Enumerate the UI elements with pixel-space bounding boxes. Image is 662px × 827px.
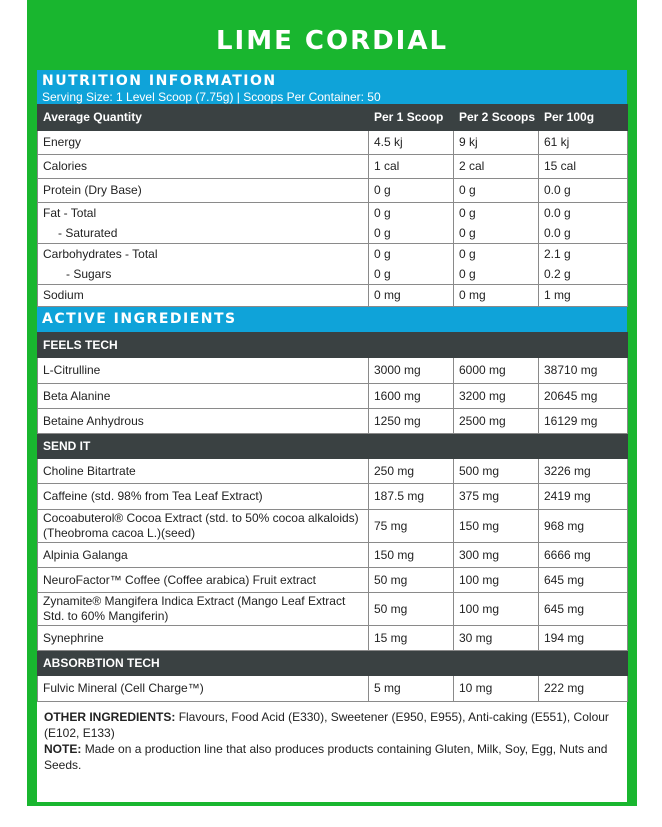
row-value-sub: 0 g (374, 226, 391, 240)
other-ingredients (44, 709, 622, 741)
row-value: 30 mg (454, 626, 539, 651)
footer-notes (37, 702, 627, 773)
serving-info: Serving Size: 1 Level Scoop (7.75g) | Scoops Per Container: 50 (42, 90, 381, 104)
table-row (38, 179, 628, 203)
row-value: 20645 mg (539, 384, 628, 409)
row-value: 300 mg (454, 543, 539, 568)
row-value: 645 mg (539, 568, 628, 593)
row-value (539, 203, 628, 244)
table-row (38, 676, 628, 702)
row-value: 50 mg (369, 593, 454, 626)
row-value: 1 mg (539, 285, 628, 307)
group-band (38, 434, 628, 459)
row-value-sub: 0.0 g (544, 226, 571, 240)
row-value: 6000 mg (454, 358, 539, 384)
table-row (38, 358, 628, 384)
table-row (38, 285, 628, 307)
row-value: 150 mg (369, 543, 454, 568)
row-value: 645 mg (539, 593, 628, 626)
row-value: 187.5 mg (369, 484, 454, 510)
row-value: 1250 mg (369, 409, 454, 434)
table-row (38, 409, 628, 434)
table-row (38, 626, 628, 651)
row-label-sub: - Saturated (58, 226, 118, 240)
row-value: 5 mg (369, 676, 454, 702)
row-value: 1 cal (369, 155, 454, 179)
row-value: 2500 mg (454, 409, 539, 434)
row-label (38, 203, 369, 244)
row-label: Cocoabuterol® Cocoa Extract (std. to 50% cocoa alkaloids) (Theobroma cacoa L.)(seed) (38, 510, 369, 543)
group-band (38, 333, 628, 358)
row-value: 1600 mg (369, 384, 454, 409)
row-value: 15 mg (369, 626, 454, 651)
row-label: Zynamite® Mangifera Indica Extract (Mango Leaf Extract Std. to 60% Mangiferin) (38, 593, 369, 626)
table-row (38, 459, 628, 484)
row-label: Energy (38, 131, 369, 155)
row-value (369, 203, 454, 244)
note-text: Made on a production line that also produces products containing Gluten, Milk, Soy, Egg, Nuts and Seeds. (44, 742, 608, 772)
row-label: Fulvic Mineral (Cell Charge™) (38, 676, 369, 702)
table-row (38, 593, 628, 626)
group-name: FEELS TECH (38, 333, 628, 358)
row-value: 0 mg (454, 285, 539, 307)
row-value-sub: 0.2 g (544, 267, 571, 281)
row-label-main: Fat - Total (43, 206, 97, 220)
row-value: 0 g (454, 179, 539, 203)
row-value (369, 244, 454, 285)
row-value: 375 mg (454, 484, 539, 510)
row-value: 100 mg (454, 593, 539, 626)
label-frame (27, 0, 637, 806)
row-label: Betaine Anhydrous (38, 409, 369, 434)
active-ingredients-table (37, 332, 628, 702)
nutrition-column-header (38, 105, 628, 131)
row-value-main: 0 g (374, 206, 391, 220)
row-value: 222 mg (539, 676, 628, 702)
table-row (38, 568, 628, 593)
table-row (38, 131, 628, 155)
table-row (38, 244, 628, 285)
table-row (38, 155, 628, 179)
row-label: Choline Bitartrate (38, 459, 369, 484)
note-label: NOTE: (44, 742, 82, 756)
group-name: ABSORBTION TECH (38, 651, 628, 676)
row-value (454, 203, 539, 244)
row-value: 250 mg (369, 459, 454, 484)
row-value: 15 cal (539, 155, 628, 179)
row-label: Calories (38, 155, 369, 179)
other-ingredients-text: Flavours, Food Acid (E330), Sweetener (E950, E955), Anti-caking (E551), Colour (E102, E133) (44, 710, 609, 740)
row-value-sub: 0 g (374, 267, 391, 281)
row-value: 50 mg (369, 568, 454, 593)
row-value: 0.0 g (539, 179, 628, 203)
nutrition-table (37, 104, 628, 307)
row-value: 0 g (369, 179, 454, 203)
row-value: 3226 mg (539, 459, 628, 484)
row-label: Synephrine (38, 626, 369, 651)
production-note (44, 741, 622, 773)
row-label: Beta Alanine (38, 384, 369, 409)
column-header: Per 100g (539, 105, 628, 131)
row-value: 3200 mg (454, 384, 539, 409)
row-value: 2419 mg (539, 484, 628, 510)
row-value: 2 cal (454, 155, 539, 179)
column-header: Average Quantity (38, 105, 369, 131)
row-value-sub: 0 g (459, 226, 476, 240)
row-value-main: 0 g (459, 247, 476, 261)
table-row (38, 510, 628, 543)
row-value (454, 244, 539, 285)
row-label: Caffeine (std. 98% from Tea Leaf Extract) (38, 484, 369, 510)
table-row (38, 203, 628, 244)
other-ingredients-label: OTHER INGREDIENTS: (44, 710, 176, 724)
row-label: NeuroFactor™ Coffee (Coffee arabica) Fruit extract (38, 568, 369, 593)
row-value-main: 0 g (374, 247, 391, 261)
row-value: 16129 mg (539, 409, 628, 434)
table-row (38, 484, 628, 510)
table-row (38, 543, 628, 568)
column-header: Per 2 Scoops (454, 105, 539, 131)
row-label: Protein (Dry Base) (38, 179, 369, 203)
row-value-main: 0 g (459, 206, 476, 220)
row-value-main: 0.0 g (544, 206, 571, 220)
row-label: L-Citrulline (38, 358, 369, 384)
row-label: Sodium (38, 285, 369, 307)
row-value: 0 mg (369, 285, 454, 307)
row-value: 61 kj (539, 131, 628, 155)
row-value: 100 mg (454, 568, 539, 593)
row-value: 38710 mg (539, 358, 628, 384)
row-value: 10 mg (454, 676, 539, 702)
active-ingredients-heading: ACTIVE INGREDIENTS (37, 307, 627, 332)
row-label (38, 244, 369, 285)
row-value: 4.5 kj (369, 131, 454, 155)
row-value: 9 kj (454, 131, 539, 155)
row-value: 150 mg (454, 510, 539, 543)
nutrition-panel (37, 70, 627, 802)
group-band (38, 651, 628, 676)
row-value: 500 mg (454, 459, 539, 484)
row-value: 194 mg (539, 626, 628, 651)
column-header: Per 1 Scoop (369, 105, 454, 131)
row-value: 3000 mg (369, 358, 454, 384)
row-label: Alpinia Galanga (38, 543, 369, 568)
nutrition-header (37, 70, 627, 104)
row-value-sub: 0 g (459, 267, 476, 281)
row-value: 75 mg (369, 510, 454, 543)
group-name: SEND IT (38, 434, 628, 459)
row-value: 968 mg (539, 510, 628, 543)
row-label-sub: - Sugars (66, 267, 112, 281)
row-value (539, 244, 628, 285)
table-row (38, 384, 628, 409)
row-value-main: 2.1 g (544, 247, 571, 261)
row-value: 6666 mg (539, 543, 628, 568)
nutrition-heading: NUTRITION INFORMATION (42, 73, 277, 89)
product-title: LIME CORDIAL (215, 26, 449, 56)
row-label-main: Carbohydrates - Total (43, 247, 158, 261)
